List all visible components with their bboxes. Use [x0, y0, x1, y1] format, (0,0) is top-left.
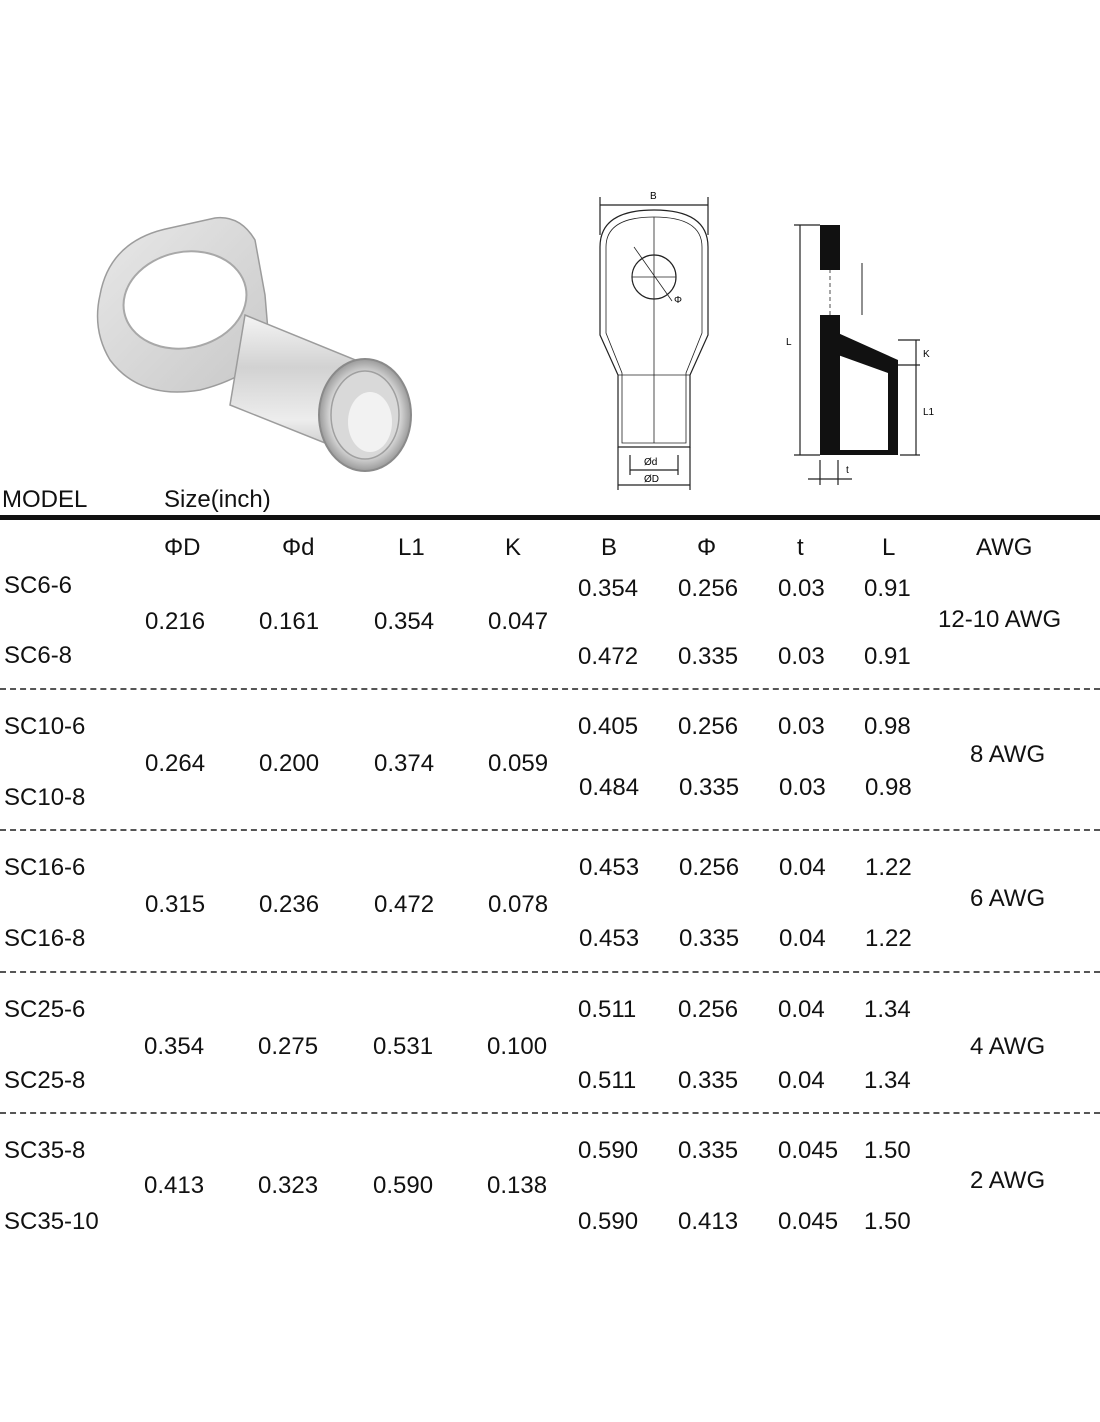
- awg-value: 6 AWG: [970, 885, 1046, 912]
- l-value: 0.91: [864, 575, 911, 602]
- model-name: SC25-8: [4, 1067, 86, 1094]
- col-header-b: B: [601, 534, 618, 561]
- phi-value: 0.335: [678, 643, 739, 670]
- phi-value: 0.335: [678, 1067, 739, 1094]
- phi-value: 0.335: [678, 1137, 739, 1164]
- l-value: 0.98: [864, 713, 911, 740]
- col-header-t: t: [797, 534, 804, 561]
- phi-value: 0.256: [679, 854, 740, 881]
- l-value: 0.91: [864, 643, 911, 670]
- model-name: SC10-8: [4, 784, 86, 811]
- phi-value: 0.335: [679, 774, 740, 801]
- l1-value: 0.590: [373, 1172, 434, 1199]
- diagram-label-b: B: [650, 191, 657, 202]
- group-divider: [0, 1112, 1100, 1114]
- model-name: SC16-8: [4, 925, 86, 952]
- inner-diameter-value: 0.200: [259, 750, 320, 777]
- cable-lug-photo: [80, 200, 440, 490]
- model-header: MODEL: [2, 486, 88, 513]
- model-name: SC6-6: [4, 572, 73, 599]
- size-unit-header: Size(inch): [164, 486, 271, 513]
- b-value: 0.484: [579, 774, 640, 801]
- b-value: 0.453: [579, 925, 640, 952]
- l-value: 1.34: [864, 996, 911, 1023]
- model-name: SC10-6: [4, 713, 86, 740]
- b-value: 0.590: [578, 1137, 639, 1164]
- phi-value: 0.256: [678, 713, 739, 740]
- diagram-label-phi: Φ: [674, 295, 682, 306]
- group-divider: [0, 829, 1100, 831]
- k-value: 0.047: [488, 608, 549, 635]
- phi-value: 0.413: [678, 1208, 739, 1235]
- model-name: SC16-6: [4, 854, 86, 881]
- col-header-outer-diameter: ΦD: [164, 534, 201, 561]
- inner-diameter-value: 0.323: [258, 1172, 319, 1199]
- inner-diameter-value: 0.161: [259, 608, 320, 635]
- phi-value: 0.335: [679, 925, 740, 952]
- outer-diameter-value: 0.315: [145, 891, 206, 918]
- group-divider: [0, 971, 1100, 973]
- b-value: 0.511: [578, 996, 637, 1023]
- t-value: 0.03: [778, 643, 825, 670]
- t-value: 0.03: [779, 774, 826, 801]
- l-value: 1.34: [864, 1067, 911, 1094]
- awg-value: 2 AWG: [970, 1167, 1046, 1194]
- group-divider: [0, 688, 1100, 690]
- col-header-l1: L1: [398, 534, 425, 561]
- col-header-inner-diameter: Φd: [282, 534, 315, 561]
- k-value: 0.138: [487, 1172, 548, 1199]
- model-name: SC35-8: [4, 1137, 86, 1164]
- col-header-phi: Φ: [697, 534, 717, 561]
- side-view-drawing: [780, 215, 950, 495]
- awg-value: 12-10 AWG: [938, 606, 1062, 633]
- t-value: 0.045: [778, 1208, 839, 1235]
- diagram-label-k: K: [923, 349, 930, 360]
- b-value: 0.511: [578, 1067, 637, 1094]
- phi-value: 0.256: [678, 996, 739, 1023]
- diagram-label-t: t: [846, 465, 849, 476]
- diagram-label-D: ØD: [644, 474, 659, 485]
- t-value: 0.04: [779, 854, 826, 881]
- awg-value: 8 AWG: [970, 741, 1046, 768]
- col-header-l: L: [882, 534, 896, 561]
- awg-value: 4 AWG: [970, 1033, 1046, 1060]
- k-value: 0.100: [487, 1033, 548, 1060]
- header-rule: [0, 515, 1100, 520]
- inner-diameter-value: 0.275: [258, 1033, 319, 1060]
- col-header-awg: AWG: [976, 534, 1033, 561]
- diagram-label-l: L: [786, 337, 792, 348]
- l-value: 1.50: [864, 1137, 911, 1164]
- l1-value: 0.374: [374, 750, 435, 777]
- k-value: 0.059: [488, 750, 549, 777]
- phi-value: 0.256: [678, 575, 739, 602]
- diagram-label-l1: L1: [923, 407, 935, 418]
- diagram-label-d: Ød: [644, 457, 658, 468]
- t-value: 0.04: [778, 1067, 825, 1094]
- col-header-k: K: [505, 534, 522, 561]
- b-value: 0.472: [578, 643, 639, 670]
- t-value: 0.04: [778, 996, 825, 1023]
- model-name: SC25-6: [4, 996, 86, 1023]
- b-value: 0.405: [578, 713, 639, 740]
- model-name: SC6-8: [4, 642, 73, 669]
- t-value: 0.045: [778, 1137, 839, 1164]
- t-value: 0.04: [779, 925, 826, 952]
- l1-value: 0.354: [374, 608, 435, 635]
- outer-diameter-value: 0.216: [145, 608, 206, 635]
- model-name: SC35-10: [4, 1208, 99, 1235]
- l-value: 0.98: [865, 774, 912, 801]
- b-value: 0.354: [578, 575, 639, 602]
- outer-diameter-value: 0.264: [145, 750, 206, 777]
- l-value: 1.50: [864, 1208, 911, 1235]
- outer-diameter-value: 0.413: [144, 1172, 205, 1199]
- l-value: 1.22: [865, 854, 912, 881]
- l1-value: 0.531: [373, 1033, 434, 1060]
- outer-diameter-value: 0.354: [144, 1033, 205, 1060]
- front-view-drawing: [590, 185, 720, 495]
- t-value: 0.03: [778, 575, 825, 602]
- l1-value: 0.472: [374, 891, 435, 918]
- t-value: 0.03: [778, 713, 825, 740]
- k-value: 0.078: [488, 891, 549, 918]
- inner-diameter-value: 0.236: [259, 891, 320, 918]
- b-value: 0.590: [578, 1208, 639, 1235]
- l-value: 1.22: [865, 925, 912, 952]
- b-value: 0.453: [579, 854, 640, 881]
